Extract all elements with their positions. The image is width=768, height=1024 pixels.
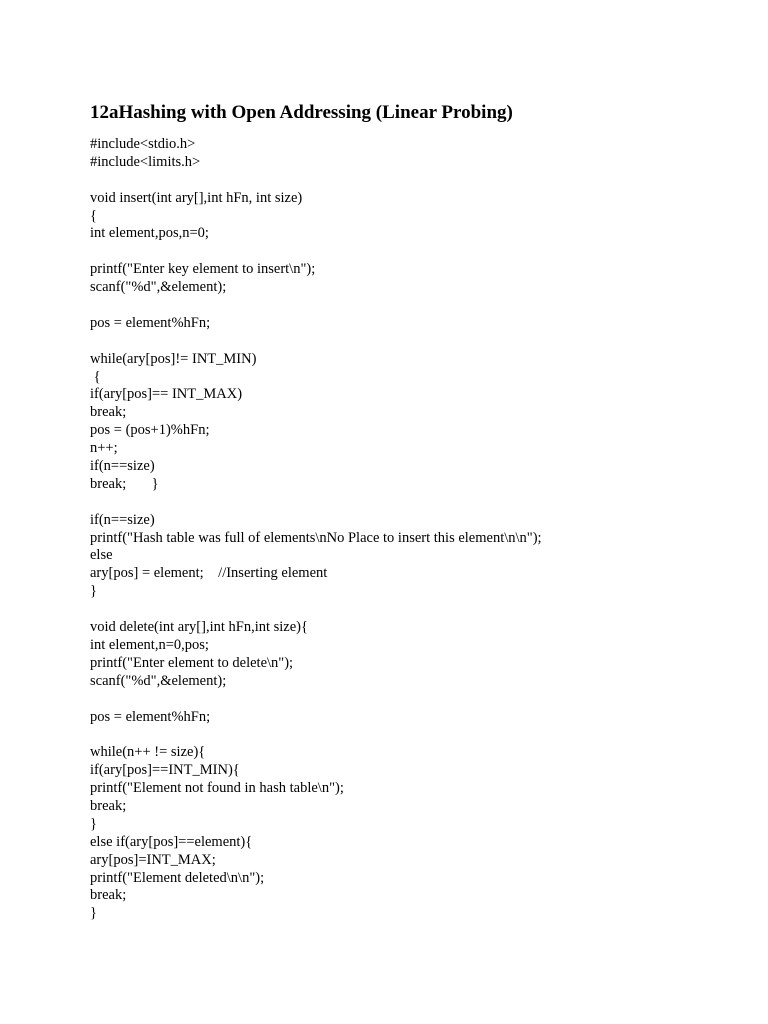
code-line: n++; xyxy=(90,440,118,457)
code-line: #include<limits.h> xyxy=(90,153,201,170)
code-line: printf("Element not found in hash table\n"); xyxy=(90,780,344,797)
code-line: if(ary[pos]==INT_MIN){ xyxy=(90,762,240,779)
code-line: printf("Element deleted\n\n"); xyxy=(90,869,265,886)
code-line: while(ary[pos]!= INT_MIN) xyxy=(90,350,257,367)
code-line: if(n==size) xyxy=(90,511,155,528)
code-line: pos = (pos+1)%hFn; xyxy=(90,422,210,439)
code-line: #include<stdio.h> xyxy=(90,136,196,152)
code-listing xyxy=(90,136,750,923)
code-line: int element,n=0,pos; xyxy=(90,636,209,653)
code-line xyxy=(90,494,750,512)
code-line: break; xyxy=(90,797,127,814)
code-line: printf("Enter key element to insert\n"); xyxy=(90,261,316,278)
code-line: } xyxy=(90,815,97,832)
code-line: void insert(int ary[],int hFn, int size) xyxy=(90,189,303,206)
code-line: break; xyxy=(90,887,127,904)
code-line xyxy=(90,601,750,619)
code-line: scanf("%d",&element); xyxy=(90,279,227,296)
code-line: printf("Hash table was full of elements\nNo Place to insert this element\n\n"); xyxy=(90,529,542,546)
code-line: pos = element%hFn; xyxy=(90,708,211,725)
code-line: if(n==size) xyxy=(90,458,155,475)
code-line: } xyxy=(90,583,97,600)
code-line xyxy=(90,691,750,709)
code-line: printf("Enter element to delete\n"); xyxy=(90,654,294,671)
code-line: if(ary[pos]== INT_MAX) xyxy=(90,386,243,403)
document-title: 12aHashing with Open Addressing (Linear Probing) xyxy=(90,102,513,123)
code-line: int element,pos,n=0; xyxy=(90,225,209,242)
code-line: scanf("%d",&element); xyxy=(90,672,227,689)
code-line: void delete(int ary[],int hFn,int size){ xyxy=(90,619,308,636)
code-line xyxy=(90,243,750,261)
code-line: else if(ary[pos]==element){ xyxy=(90,833,253,850)
code-line: pos = element%hFn; xyxy=(90,314,211,331)
code-line xyxy=(90,333,750,351)
code-line: ary[pos] = element; //Inserting element xyxy=(90,565,328,582)
code-line: } xyxy=(90,905,97,922)
code-line: { xyxy=(90,207,97,224)
code-line: break; } xyxy=(90,475,159,492)
code-line xyxy=(90,726,750,744)
code-line: else xyxy=(90,547,113,564)
code-line: { xyxy=(90,368,101,385)
code-line xyxy=(90,297,750,315)
code-line xyxy=(90,172,750,190)
code-line: while(n++ != size){ xyxy=(90,744,206,761)
code-line: break; xyxy=(90,404,127,421)
code-line: ary[pos]=INT_MAX; xyxy=(90,851,216,868)
